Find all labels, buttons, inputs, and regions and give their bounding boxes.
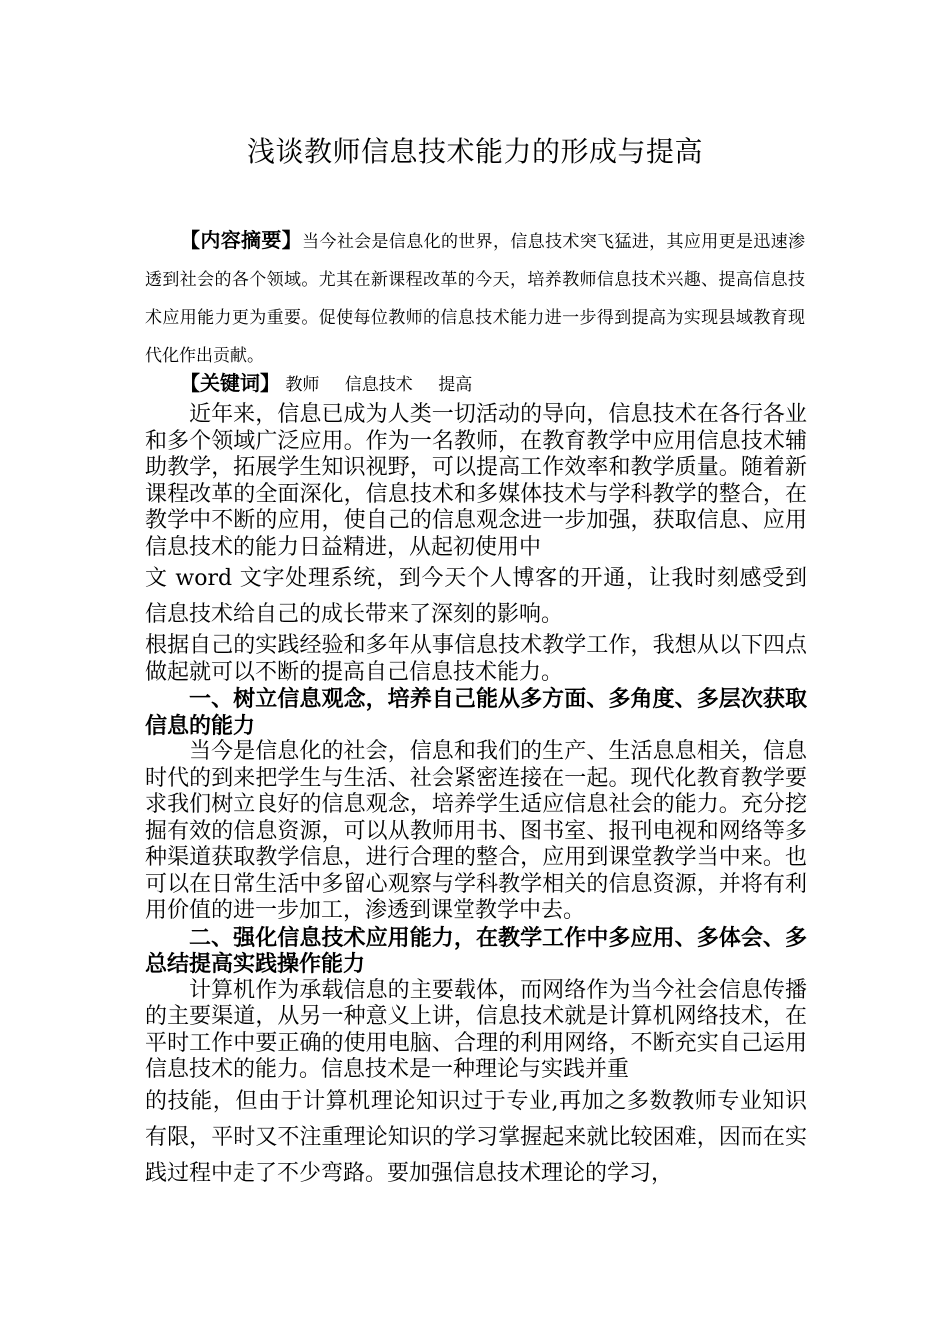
section-heading: 一、树立信息观念，培养自己能从多方面、多角度、多层次获取信息的能力 [145, 686, 807, 739]
body-paragraph: 当今是信息化的社会，信息和我们的生产、生活息息相关，信息时代的到来把学生与生活、社会紧密连接在一起。现代化教育教学要求我们树立良好的信息观念，培养学生适应信息社会的能力。充分挖掘有效的信息资源，可以从教师用书、图书室、报刊电视和网络等多种渠道获取教学信息，进行合理的整合，应用到课堂教学当中来。也可以在日常生活中多留心观察与学科教学相关的信息资源，并将有利用价值的进一步加工，渗透到课堂教学中去。 [145, 739, 807, 923]
abstract-tag: 【内容摘要】 [180, 228, 303, 252]
body-paragraph: 根据自己的实践经验和多年从事信息技术教学工作，我想从以下四点做起就可以不断的提高自己信息技术能力。 [145, 633, 807, 685]
section-heading: 二、强化信息技术应用能力，在教学工作中多应用、多体会、多总结提高实践操作能力 [145, 924, 807, 977]
keyword-item: 教师 [285, 375, 320, 395]
keyword-item: 信息技术 [344, 375, 413, 395]
keyword-item: 提高 [438, 375, 473, 395]
body-paragraph: 文 word 文字处理系统，到今天个人博客的开通，让我时刻感受到信息技术给自己的成长带来了深刻的影响。 [145, 566, 807, 627]
body-paragraph: 近年来，信息已成为人类一切活动的导向，信息技术在各行各业和多个领域广泛应用。作为一名教师，在教育教学中应用信息技术辅助教学，拓展学生知识视野，可以提高工作效率和教学质量。随着新课程改革的全面深化，信息技术和多媒体技术与学科教学的整合，在教学中不断的应用，使自己的信息观念进一步加强，获取信息、应用信息技术的能力日益精进，从起初使用中 [145, 402, 807, 560]
document-title: 浅谈教师信息技术能力的形成与提高 [246, 135, 703, 168]
body-paragraph: 计算机作为承载信息的主要载体，而网络作为当今社会信息传播的主要渠道，从另一种意义上讲，信息技术就是计算机网络技术，在平时工作中要正确的使用电脑、合理的利用网络，不断充实自己运用信息技术的能力。信息技术是一种理论与实践并重 [145, 977, 807, 1082]
body-paragraph: 的技能，但由于计算机理论知识过于专业,再加之多数教师专业知识有限，平时又不注重理论知识的学习掌握起来就比较困难，因而在实践过程中走了不少弯路。要加强信息技术理论的学习， [145, 1088, 807, 1186]
keywords [180, 368, 492, 400]
abstract-text: 当今社会是信息化的世界，信息技术突飞猛进，其应用更是迅速渗透到社会的各个领域。尤其在新课程改革的今天，培养教师信息技术兴趣、提高信息技术应用能力更为重要。促使每位教师的信息技术能力进一步得到提高为实现县域教育现代化作出贡献。 [145, 232, 806, 366]
document-body [145, 402, 807, 1192]
abstract [145, 221, 805, 375]
keywords-tag: 【关键词】 [180, 371, 280, 395]
